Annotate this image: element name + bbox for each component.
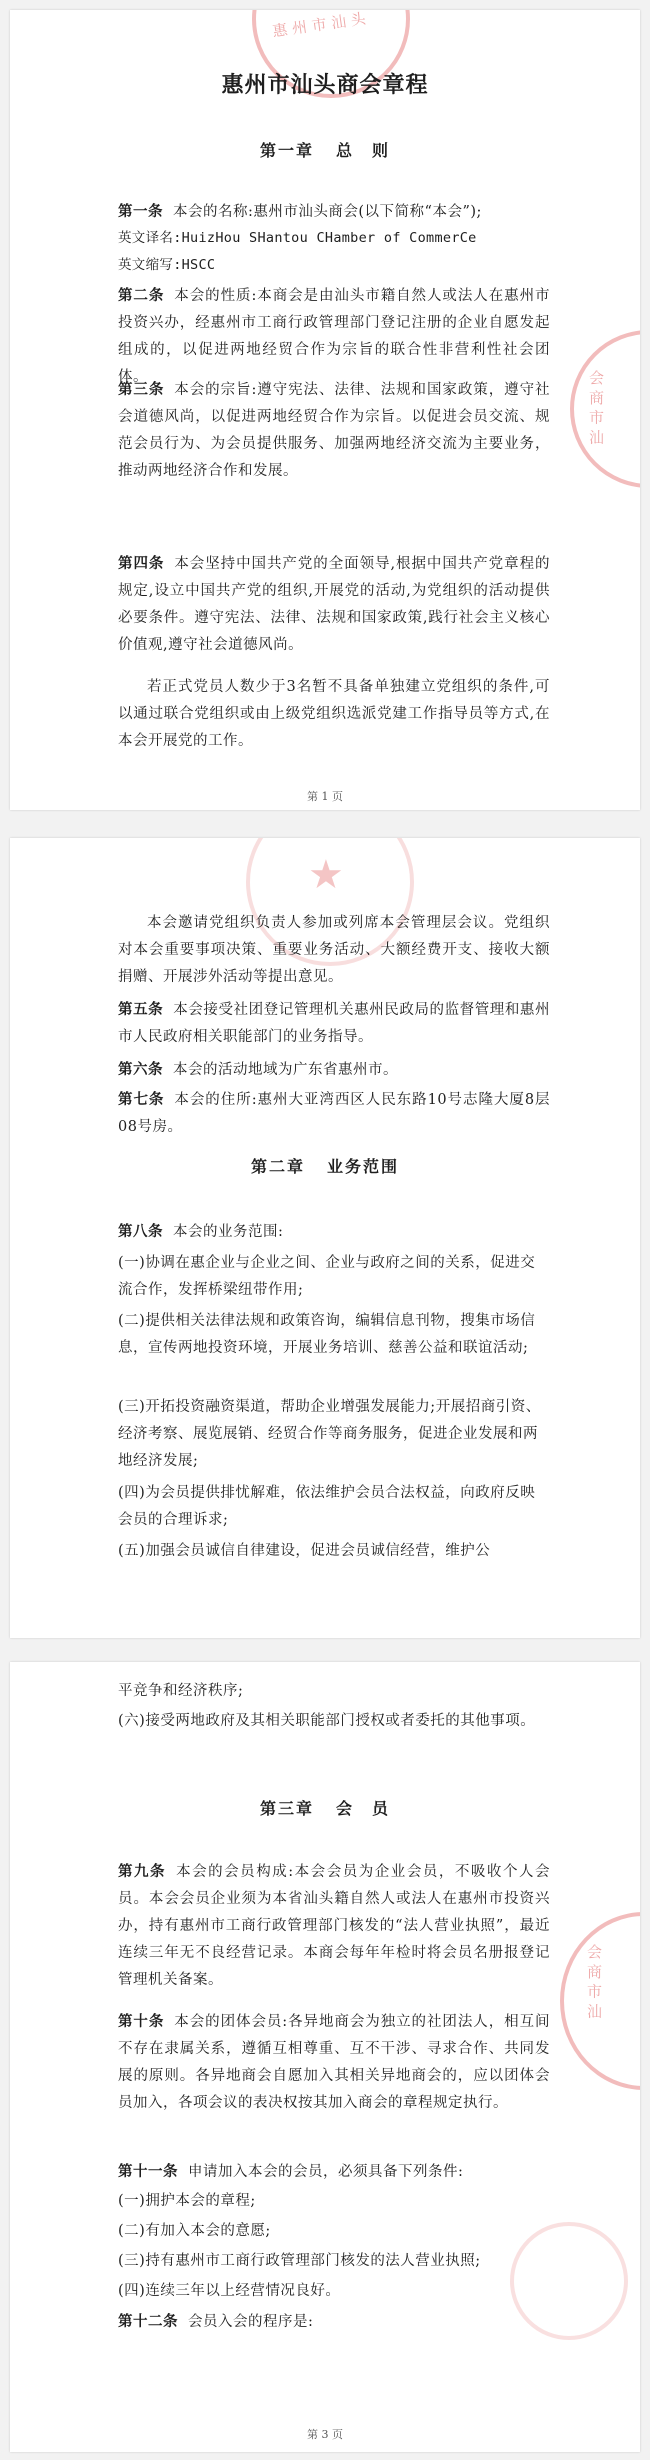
seal-text: 会 商 市 汕 <box>587 370 605 445</box>
article-text: 本会的活动地域为广东省惠州市。 <box>173 1062 398 1078</box>
article-text: 本会的名称:惠州市汕头商会(以下简称“本会”); <box>173 204 482 220</box>
list-item: (一)协调在惠企业与企业之间、企业与政府之间的关系，促进交流合作，发挥桥梁纽带作用; <box>118 1255 536 1298</box>
article-5 <box>118 996 550 1051</box>
article-8 <box>118 1218 550 1246</box>
page-number: 第 3 页 <box>307 2428 343 2441</box>
article-4 <box>118 550 550 659</box>
article-label: 第十条 <box>118 2013 165 2030</box>
seal-text: 惠 州 市 汕 头 <box>271 10 367 41</box>
article-label: 第九条 <box>118 1863 167 1880</box>
chapter-heading <box>10 1796 640 1819</box>
article-text: 申请加入本会的会员，必须具备下列条件: <box>188 2164 464 2180</box>
list-item: (五)加强会员诚信自律建设，促进会员诚信经营，维护公 <box>118 1543 491 1559</box>
document-page-1 <box>10 10 640 810</box>
chapter-name: 总 则 <box>336 141 391 160</box>
page-number: 第 1 页 <box>307 790 343 803</box>
article-10 <box>118 2008 550 2117</box>
article-text: 本会坚持中国共产党的全面领导,根据中国共产党章程的规定,设立中国共产党的组织,开展党的活动,为党组织的活动提供必要条件。遵守宪法、法律、法规和国家政策,践行社会主义核心价值观,遵守社会道德风尚。 <box>118 556 551 653</box>
english-abbreviation: 英文缩写:HSCC <box>118 257 216 273</box>
article-label: 第八条 <box>118 1223 163 1240</box>
chapter-number: 第一章 <box>259 141 314 160</box>
article-text: 本会的性质:本商会是由汕头市籍自然人或法人在惠州市投资兴办，经惠州市工商行政管理部门登记注册的企业自愿发起组成的，以促进两地经贸合作为宗旨的联合性非营利性社会团体。 <box>118 288 550 385</box>
article-label: 第三条 <box>118 381 165 398</box>
article-label: 第五条 <box>118 1001 164 1018</box>
party-work-paragraph: 若正式党员人数少于3名暂不具备单独建立党组织的条件,可以通过联合党组织或由上级党组织选派党建工作指导员等方式,在本会开展党的工作。 <box>118 679 550 749</box>
article-label: 第二条 <box>118 287 165 304</box>
article-text: 本会接受社团登记管理机关惠州民政局的监督管理和惠州市人民政府相关职能部门的业务指导。 <box>118 1002 551 1045</box>
list-item: (三)持有惠州市工商行政管理部门核发的法人营业执照; <box>118 2253 481 2269</box>
article-text: 本会的业务范围: <box>173 1224 284 1240</box>
article-label: 第六条 <box>118 1061 163 1078</box>
list-item: (四)连续三年以上经营情况良好。 <box>118 2283 341 2299</box>
article-2 <box>118 282 550 391</box>
document-page-2 <box>10 838 640 1638</box>
list-item: (一)拥护本会的章程; <box>118 2193 256 2209</box>
article-1 <box>118 198 550 226</box>
article-text: 本会的会员构成:本会会员为企业会员，不吸收个人会员。本会会员企业须为本省汕头籍自然人或法人在惠州市投资兴办，持有惠州市工商行政管理部门核发的“法人营业执照”，最近连续三年无不良经营记录。本商会每年年检时将会员名册报登记管理机关备案。 <box>118 1864 551 1988</box>
list-item: (二)提供相关法律法规和政策咨询，编辑信息刊物，搜集市场信息，宣传两地投资环境，开展业务培训、慈善公益和联谊活动; <box>118 1313 536 1356</box>
article-text: 会员入会的程序是: <box>188 2314 314 2330</box>
article-3 <box>118 376 550 485</box>
chapter-name: 会 员 <box>336 1799 391 1818</box>
article-label: 第一条 <box>118 203 163 220</box>
article-label: 第十一条 <box>118 2163 178 2180</box>
article-text: 本会的团体会员:各异地商会为独立的社团法人，相互间不存在隶属关系，遵循互相尊重、互不干涉、寻求合作、共同发展的原则。各异地商会自愿加入其相关异地商会的，应以团体会员加入，各项会议的表决权按其加入商会的章程规定执行。 <box>118 2014 550 2111</box>
list-item: (四)为会员提供排忧解难，依法维护会员合法权益，向政府反映会员的合理诉求; <box>118 1485 536 1528</box>
document-title: 惠州市汕头商会章程 <box>221 72 429 98</box>
chapter-number: 第三章 <box>259 1799 314 1818</box>
seal-text: 会 商 市 汕 <box>585 1944 603 2019</box>
chapter-heading <box>10 1154 640 1177</box>
article-12 <box>118 2308 550 2336</box>
party-participation-paragraph: 本会邀请党组织负责人参加或列席本会管理层会议。党组织对本会重要事项决策、重要业务活动、大额经费开支、接收大额捐赠、开展涉外活动等提出意见。 <box>118 915 550 985</box>
chapter-name: 业务范围 <box>327 1157 400 1176</box>
continued-text: 平竞争和经济秩序; <box>118 1683 244 1699</box>
list-item: (六)接受两地政府及其相关职能部门授权或者委托的其他事项。 <box>118 1713 536 1729</box>
article-label: 第七条 <box>118 1091 165 1108</box>
article-11 <box>118 2158 550 2186</box>
article-text: 本会的住所:惠州大亚湾西区人民东路10号志隆大厦8层08号房。 <box>118 1092 551 1135</box>
article-6 <box>118 1056 550 1084</box>
document-page-3 <box>10 1662 640 2452</box>
chapter-number: 第二章 <box>250 1157 305 1176</box>
article-text: 本会的宗旨:遵守宪法、法律、法规和国家政策，遵守社会道德风尚，以促进两地经贸合作为宗旨。以促进会员交流、规范会员行为、为会员提供服务、加强两地经济交流为主要业务，推动两地经济合作和发展。 <box>118 382 550 479</box>
english-name: 英文译名:HuizHou SHantou CHamber of CommerCe <box>118 230 477 246</box>
seal-star-icon: ★ <box>308 852 344 898</box>
list-item: (二)有加入本会的意愿; <box>118 2223 271 2239</box>
article-9 <box>118 1858 550 1994</box>
chapter-heading <box>10 138 640 161</box>
list-item: (三)开拓投资融资渠道，帮助企业增强发展能力;开展招商引资、经济考察、展览展销、经贸合作等商务服务，促进企业发展和两地经济发展; <box>118 1399 541 1469</box>
article-label: 第四条 <box>118 555 165 572</box>
article-label: 第十二条 <box>118 2313 178 2330</box>
article-7 <box>118 1086 550 1141</box>
